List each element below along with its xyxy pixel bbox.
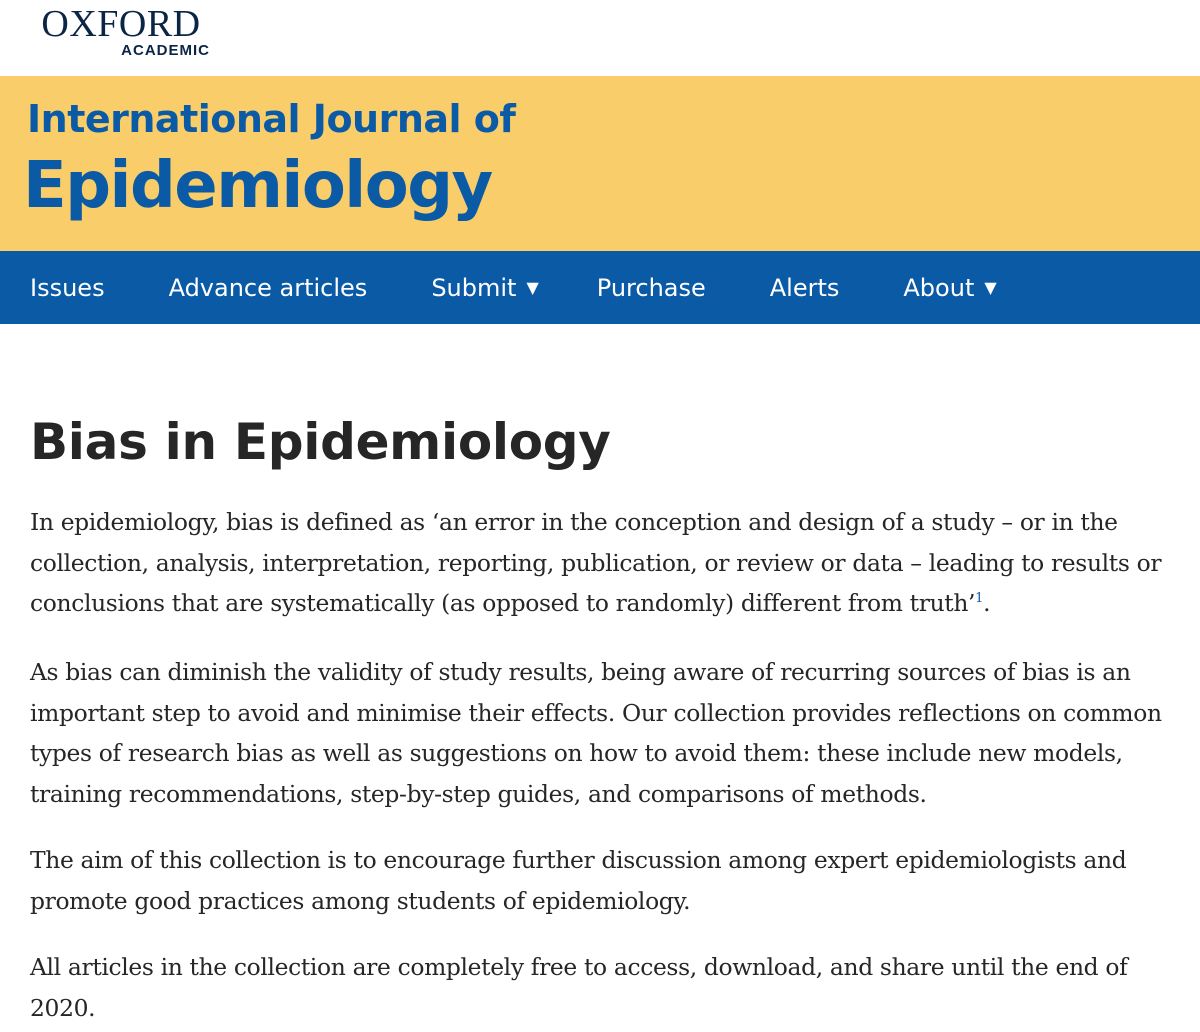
collection-description-paragraph: As bias can diminish the validity of study results, being aware of recurring sources of bias is an important step to avoid and minimise their effects. Our collection provides reflections on common types of research bias as well as suggestions on how to avoid them: these include new models, training recommendations, step-by-step guides, and comparisons of methods. [30, 658, 1162, 808]
intro-paragraph-end: . [983, 589, 991, 617]
nav-alerts[interactable] [770, 274, 840, 302]
journal-title-line1: International Journal of [27, 97, 516, 141]
main-nav [0, 251, 1200, 324]
collection-aim-paragraph: The aim of this collection is to encourage further discussion among expert epidemiologists and promote good practices among students of epidemiology. [30, 846, 1127, 915]
nav-about-label: About [903, 273, 975, 302]
nav-submit[interactable] [431, 274, 538, 302]
free-access-paragraph: All articles in the collection are completely free to access, download, and share until the end of 2020. [30, 953, 1128, 1022]
nav-alerts-label: Alerts [769, 273, 840, 302]
nav-advance-articles-label: Advance articles [168, 273, 368, 302]
journal-banner[interactable] [0, 76, 1200, 251]
site-header [0, 0, 1200, 76]
about-caret-down-icon: ▼ [984, 278, 997, 297]
publisher-subname: ACADEMIC [121, 42, 210, 59]
oxford-academic-logo[interactable] [30, 5, 212, 59]
nav-submit-label: Submit [431, 273, 517, 302]
reference-link-1[interactable]: 1 [975, 591, 984, 607]
nav-purchase[interactable] [597, 274, 706, 302]
nav-issues-label: Issues [30, 273, 105, 302]
page-title: Bias in Epidemiology [30, 413, 611, 471]
nav-about[interactable] [903, 274, 996, 302]
journal-title-line2: Epidemiology [23, 149, 492, 223]
nav-advance-articles[interactable] [169, 274, 368, 302]
intro-paragraph [30, 502, 1170, 624]
nav-purchase-label: Purchase [596, 273, 706, 302]
intro-paragraph-text: In epidemiology, bias is defined as ‘an error in the conception and design of a study – or in the collection, analysis, interpretation, reporting, publication, or review or data – leading to results or conclusions that are systematically (as opposed to randomly) different from truth’ [30, 508, 1162, 617]
submit-caret-down-icon: ▼ [526, 278, 539, 297]
publisher-name: OXFORD [41, 3, 201, 45]
nav-issues[interactable] [30, 274, 105, 302]
